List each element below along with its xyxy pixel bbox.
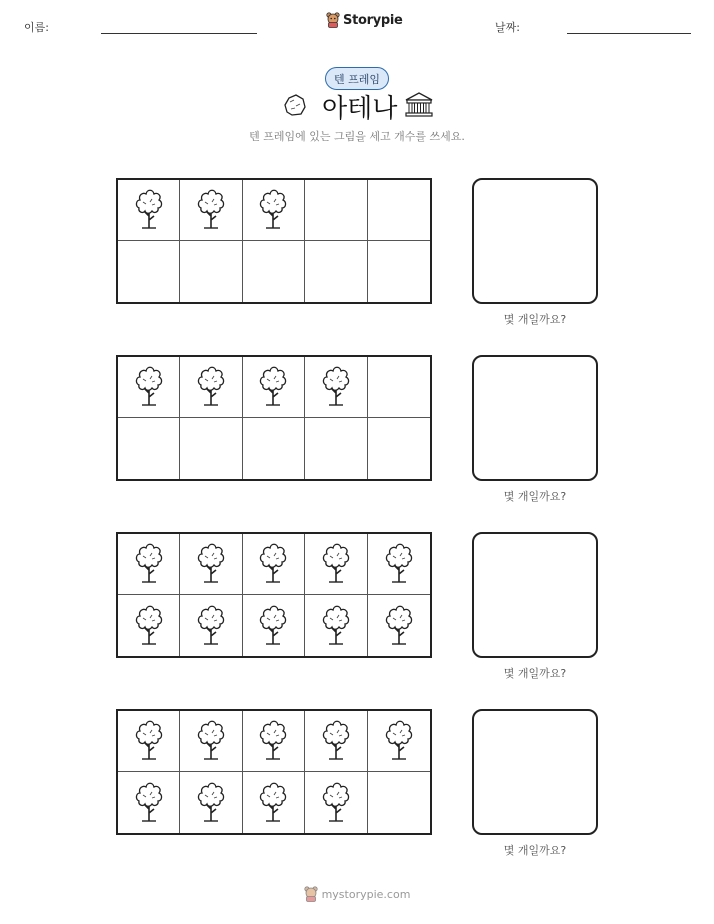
brand-name: Storypie <box>343 12 403 28</box>
tree-icon <box>195 779 227 827</box>
topic-badge-label: 텐 프레임 <box>333 72 380 86</box>
frame-cell <box>305 357 367 418</box>
tree-icon <box>320 779 352 827</box>
frame-cell <box>368 534 430 595</box>
instructions: 텐 프레임에 있는 그림을 세고 개수를 쓰세요. <box>249 130 465 143</box>
tree-icon <box>257 363 289 411</box>
footer-site: mystorypie.com <box>321 887 411 901</box>
storypie-logo <box>326 12 403 28</box>
frame-cell <box>368 241 430 302</box>
frame-cell <box>180 180 242 241</box>
frame-cell <box>243 357 305 418</box>
frame-cell <box>305 180 367 241</box>
page-title: 아테나 <box>322 94 398 124</box>
name-line <box>101 33 257 34</box>
tree-icon <box>383 602 415 650</box>
frame-cell <box>243 241 305 302</box>
frame-cell <box>243 180 305 241</box>
tree-icon <box>383 717 415 765</box>
frame-cell <box>368 772 430 833</box>
frame-cell <box>305 241 367 302</box>
frame-cell <box>118 534 180 595</box>
tree-icon <box>257 540 289 588</box>
tree-icon <box>133 602 165 650</box>
greek-temple-icon <box>404 91 434 119</box>
tree-icon <box>257 779 289 827</box>
frame-cell <box>305 595 367 656</box>
frame-cell <box>118 180 180 241</box>
tree-icon <box>257 602 289 650</box>
tree-icon <box>320 540 352 588</box>
name-label: 이름: <box>24 21 49 34</box>
tree-icon <box>195 363 227 411</box>
frame-cell <box>305 711 367 772</box>
tree-icon <box>320 717 352 765</box>
tree-icon <box>195 717 227 765</box>
frame-cell <box>118 772 180 833</box>
frame-cell <box>243 534 305 595</box>
frame-cell <box>368 418 430 479</box>
tree-icon <box>195 540 227 588</box>
frame-cell <box>118 595 180 656</box>
bear-mascot-icon <box>326 12 340 28</box>
frame-cell <box>368 357 430 418</box>
tree-icon <box>133 779 165 827</box>
frame-cell <box>180 357 242 418</box>
frame-cell <box>180 595 242 656</box>
question-label: 몇 개일까요? <box>503 844 567 857</box>
frame-cell <box>118 241 180 302</box>
tree-icon <box>133 717 165 765</box>
frame-cell <box>243 772 305 833</box>
tree-icon <box>133 540 165 588</box>
footer <box>0 886 714 902</box>
frame-cell <box>180 418 242 479</box>
date-label: 날짜: <box>495 21 520 34</box>
topic-badge <box>325 67 389 90</box>
frame-cell <box>180 711 242 772</box>
date-line <box>567 33 691 34</box>
frame-cell <box>243 711 305 772</box>
frame-cell <box>305 772 367 833</box>
frame-cell <box>180 534 242 595</box>
tree-icon <box>133 186 165 234</box>
frame-cell <box>118 418 180 479</box>
frame-cell <box>305 534 367 595</box>
frame-cell <box>180 241 242 302</box>
frame-cell <box>180 772 242 833</box>
ten-frame <box>116 532 432 658</box>
answer-box[interactable] <box>472 709 598 835</box>
ten-frame <box>116 709 432 835</box>
frame-cell <box>118 357 180 418</box>
frame-cell <box>368 180 430 241</box>
tree-icon <box>383 540 415 588</box>
answer-box[interactable] <box>472 532 598 658</box>
frame-cell <box>243 595 305 656</box>
question-label: 몇 개일까요? <box>503 490 567 503</box>
bear-mascot-icon <box>304 886 318 902</box>
tree-icon <box>195 186 227 234</box>
ten-frame <box>116 355 432 481</box>
frame-cell <box>305 418 367 479</box>
frame-cell <box>368 595 430 656</box>
tree-icon <box>133 363 165 411</box>
ten-frame <box>116 178 432 304</box>
question-label: 몇 개일까요? <box>503 667 567 680</box>
tree-icon <box>257 186 289 234</box>
tree-icon <box>257 717 289 765</box>
answer-box[interactable] <box>472 178 598 304</box>
frame-cell <box>118 711 180 772</box>
rock-icon <box>282 92 308 118</box>
frame-cell <box>368 711 430 772</box>
tree-icon <box>195 602 227 650</box>
frame-cell <box>243 418 305 479</box>
answer-box[interactable] <box>472 355 598 481</box>
tree-icon <box>320 602 352 650</box>
question-label: 몇 개일까요? <box>503 313 567 326</box>
tree-icon <box>320 363 352 411</box>
